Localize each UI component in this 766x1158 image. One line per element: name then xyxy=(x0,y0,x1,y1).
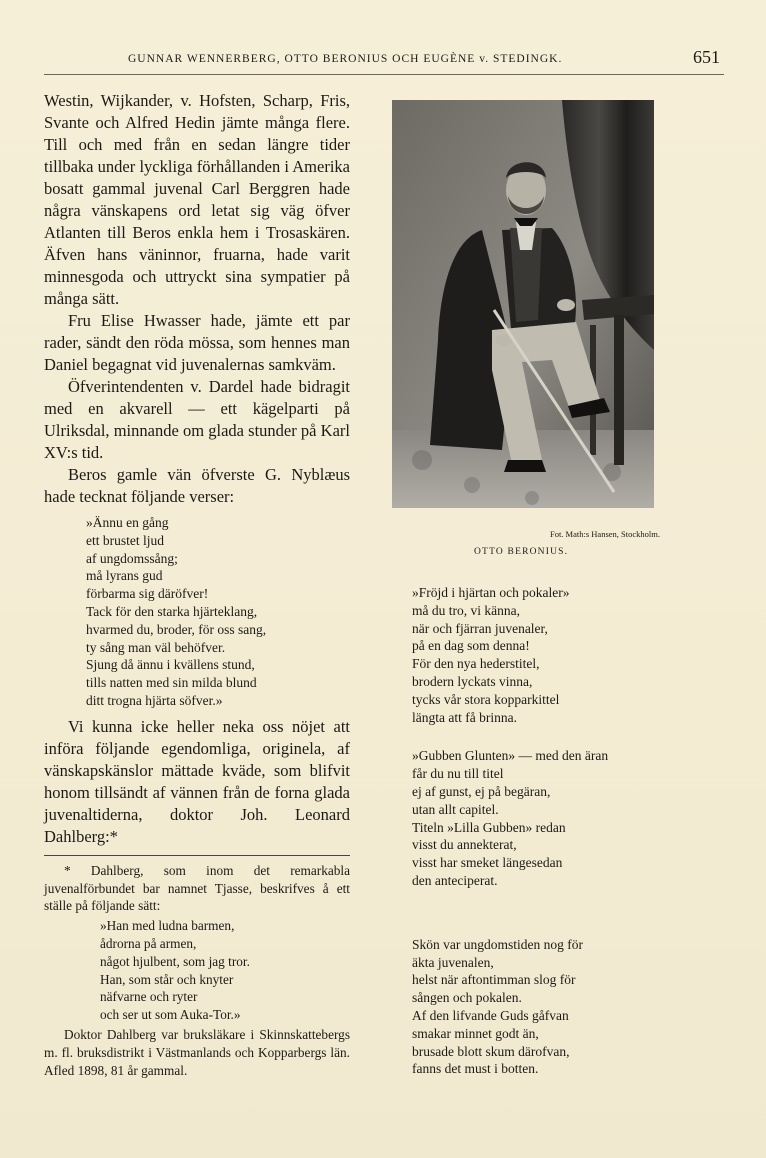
paragraph-1: Westin, Wijkander, v. Hofsten, Scharp, Fris, Svante och Alfred Hedin jämte många flere. Till och med från en sedan längre tider tillbaka under lyckliga förhållanden i Amerika bosatt gammal juvenal Carl Berggren hade några vänskapens ord letat sig väg öfver Atlanten till Beros enkla hem i Trosaskären. Äfven hans väninnor, fruarna, hade varit minnesgoda och uttryckt sina sympatier på många sätt. xyxy=(44,91,350,308)
footnote xyxy=(44,862,350,1080)
footnote-intro: * Dahlberg, som inom det remarkabla juvenalförbundet bar namnet Tjasse, beskrifves å ett ställe på följande sätt: xyxy=(44,862,350,914)
footnote-divider xyxy=(44,855,350,856)
hand-right xyxy=(557,299,575,311)
poem-line: ty sång man väl behöfver. xyxy=(86,639,226,655)
poem-line: ett brustet ljud xyxy=(86,532,164,548)
running-title: GUNNAR WENNERBERG, OTTO BERONIUS OCH EUGÈNE v. STEDINGK. xyxy=(128,53,563,65)
poem-line: förbarma sig däröfver! xyxy=(86,586,209,602)
paragraph-4: Beros gamle vän öfverste G. Nyblæus hade tecknat följande verser: xyxy=(44,465,350,506)
left-column xyxy=(44,90,350,1079)
stanza-1 xyxy=(412,584,682,726)
stanza-line: visst du annekterat, xyxy=(412,837,517,853)
footnote-poem xyxy=(100,917,350,1024)
stanza-3 xyxy=(412,936,682,1078)
stanza-line: För den nya hederstitel, xyxy=(412,656,540,672)
stanza-line: fanns det must i botten. xyxy=(412,1061,539,1077)
stanza-line: helst när aftontimman slog för xyxy=(412,972,576,988)
paragraph-5: Vi kunna icke heller neka oss nöjet att införa följande egendomliga, originela, af vänskapskänslor mättade kväde, som blifvit honom tillsändt af vännen från de forna glada juvenaltiderna, doktor Joh. Leonard Dahlberg:* xyxy=(44,716,350,846)
poem-line: af ungdomssång; xyxy=(86,550,178,566)
stanza-line: Skön var ungdomstiden nog för xyxy=(412,936,583,952)
stanza-line: utan allt capitel. xyxy=(412,801,499,817)
stanza-line: smakar minnet godt än, xyxy=(412,1025,539,1041)
stanza-line: Titeln »Lilla Gubben» redan xyxy=(412,819,566,835)
shoe xyxy=(504,460,546,472)
footnote-poem-line: »Han med ludna barmen, xyxy=(100,918,235,934)
photo-credit: Fot. Math:s Hansen, Stockholm. xyxy=(549,529,660,539)
right-column-poem xyxy=(412,584,682,1099)
stanza-line: visst har smeket längesedan xyxy=(412,855,563,871)
portrait-photograph xyxy=(392,100,654,508)
paragraph-2: Fru Elise Hwasser hade, jämte ett par rader, sändt den röda mössa, som hennes man Daniel begagnat vid juvenalernas samkväm. xyxy=(44,311,350,374)
stanza-line: Af den lifvande Guds gåfvan xyxy=(412,1007,569,1023)
footnote-poem-line: ådrorna på armen, xyxy=(100,935,197,951)
poem-line: hvarmed du, broder, för oss sang, xyxy=(86,621,267,637)
footnote-poem-line: något hjulbent, som jag tror. xyxy=(100,953,250,969)
poem-line: må lyrans gud xyxy=(86,568,163,584)
footnote-poem-line: Han, som står och knyter xyxy=(100,971,234,987)
running-header xyxy=(44,44,724,75)
poem-line: Tack för den starka hjärteklang, xyxy=(86,603,258,619)
poem-line: Sjung då ännu i kvällens stund, xyxy=(86,657,255,673)
stanza-line: får du nu till titel xyxy=(412,766,504,782)
stanza-line: den anteciperat. xyxy=(412,872,498,888)
stanza-line: brodern lyckats vinna, xyxy=(412,673,533,689)
stanza-line: på en dag som denna! xyxy=(412,638,530,654)
stanza-line: tycks vår stora kopparkittel xyxy=(412,691,560,707)
stanza-line: när och fjärran juvenaler, xyxy=(412,620,548,636)
photo-caption: OTTO BERONIUS. xyxy=(474,547,569,557)
poem-line: ditt trogna hjärta söfver.» xyxy=(86,692,223,708)
stanza-line: äkta juvenalen, xyxy=(412,954,494,970)
stanza-2 xyxy=(412,747,682,889)
footnote-poem-line: näfvarne och ryter xyxy=(100,989,198,1005)
stanza-line: brusade blott skum därofvan, xyxy=(412,1043,570,1059)
nyblaeus-poem xyxy=(86,514,350,710)
page-number: 651 xyxy=(693,47,720,67)
footnote-closing: Doktor Dahlberg var bruksläkare i Skinnskattebergs m. fl. bruksdistrikt i Västmanlands och Kopparbergs län. Afled 1898, 81 år gammal. xyxy=(44,1026,350,1078)
paragraph-3: Öfverintendenten v. Dardel hade bidragit med en akvarell — ett kägelparti på Ulriksdal, minnande om glada stunder på Karl XV:s tid. xyxy=(44,377,350,462)
stanza-line: må du tro, vi känna, xyxy=(412,602,520,618)
poem-line: tills natten med sin milda blund xyxy=(86,675,257,691)
stanza-line: sången och pokalen. xyxy=(412,990,522,1006)
stanza-line: »Gubben Glunten» — med den äran xyxy=(412,748,609,764)
poem-line: »Ännu en gång xyxy=(86,515,169,530)
stanza-line: »Fröjd i hjärtan och pokaler» xyxy=(412,585,570,600)
portrait-illustration xyxy=(392,100,654,508)
chair-leg xyxy=(614,315,624,465)
stanza-line: längta att få brinna. xyxy=(412,709,517,725)
footnote-poem-line: och ser ut som Auka-Tor.» xyxy=(100,1007,241,1023)
stanza-line: ej af gunst, ej på begäran, xyxy=(412,783,551,799)
